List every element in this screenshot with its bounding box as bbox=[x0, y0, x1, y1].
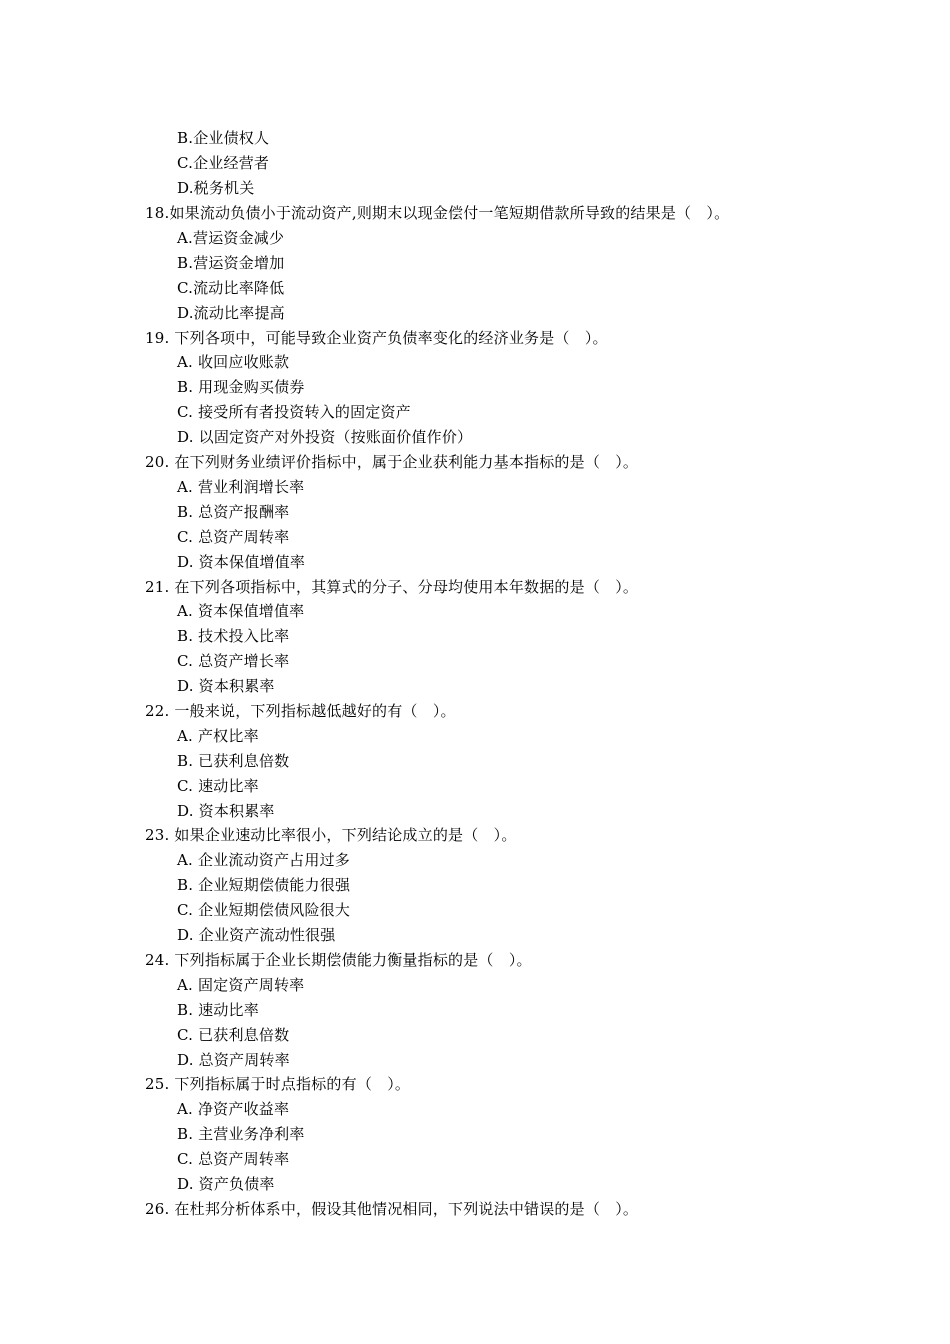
question-line: 23. 如果企业速动比率很小，下列结论成立的是（ ）。 bbox=[145, 826, 517, 844]
option-line: C. 总资产周转率 bbox=[177, 1150, 290, 1168]
question-line: 21. 在下列各项指标中，其算式的分子、分母均使用本年数据的是（ ）。 bbox=[145, 578, 639, 596]
option-line: B. 总资产报酬率 bbox=[177, 503, 290, 521]
question-line: 19. 下列各项中，可能导致企业资产负债率变化的经济业务是（ ）。 bbox=[145, 329, 608, 347]
option-line: B. 企业短期偿债能力很强 bbox=[177, 876, 351, 894]
option-line: C. 速动比率 bbox=[177, 777, 259, 795]
option-line: D.流动比率提高 bbox=[177, 304, 285, 322]
option-line: A. 净资产收益率 bbox=[177, 1100, 290, 1118]
option-line: B. 用现金购买债券 bbox=[177, 378, 305, 396]
option-line: A.营运资金减少 bbox=[177, 229, 285, 247]
option-line: C. 已获利息倍数 bbox=[177, 1026, 290, 1044]
option-line: D.税务机关 bbox=[177, 179, 255, 197]
option-line: A. 产权比率 bbox=[177, 727, 259, 745]
option-line: B.营运资金增加 bbox=[177, 254, 285, 272]
option-line: C. 总资产增长率 bbox=[177, 652, 290, 670]
option-line: D. 总资产周转率 bbox=[177, 1051, 290, 1069]
option-line: C. 企业短期偿债风险很大 bbox=[177, 901, 351, 919]
option-line: D. 企业资产流动性很强 bbox=[177, 926, 336, 944]
question-line: 20. 在下列财务业绩评价指标中，属于企业获利能力基本指标的是（ ）。 bbox=[145, 453, 639, 471]
option-line: B. 技术投入比率 bbox=[177, 627, 290, 645]
option-line: A. 固定资产周转率 bbox=[177, 976, 305, 994]
option-line: A. 收回应收账款 bbox=[177, 353, 290, 371]
option-line: D. 资本积累率 bbox=[177, 677, 275, 695]
option-line: A. 资本保值增值率 bbox=[177, 602, 305, 620]
question-line: 25. 下列指标属于时点指标的有（ ）。 bbox=[145, 1075, 411, 1093]
question-line: 18.如果流动负债小于流动资产,则期末以现金偿付一笔短期借款所导致的结果是（ ）。 bbox=[145, 204, 730, 222]
option-line: C.流动比率降低 bbox=[177, 279, 285, 297]
option-line: D. 以固定资产对外投资（按账面价值作价） bbox=[177, 428, 473, 446]
option-line: B. 速动比率 bbox=[177, 1001, 259, 1019]
option-line: C. 接受所有者投资转入的固定资产 bbox=[177, 403, 411, 421]
option-line: B. 已获利息倍数 bbox=[177, 752, 290, 770]
question-line: 24. 下列指标属于企业长期偿债能力衡量指标的是（ ）。 bbox=[145, 951, 532, 969]
option-line: B.企业债权人 bbox=[177, 129, 270, 147]
option-line: B. 主营业务净利率 bbox=[177, 1125, 305, 1143]
option-line: A. 企业流动资产占用过多 bbox=[177, 851, 350, 869]
option-line: C.企业经营者 bbox=[177, 154, 270, 172]
option-line: D. 资本保值增值率 bbox=[177, 553, 306, 571]
question-line: 26. 在杜邦分析体系中，假设其他情况相同，下列说法中错误的是（ ）。 bbox=[145, 1200, 639, 1218]
question-line: 22. 一般来说，下列指标越低越好的有（ ）。 bbox=[145, 702, 456, 720]
option-line: A. 营业利润增长率 bbox=[177, 478, 305, 496]
option-line: C. 总资产周转率 bbox=[177, 528, 290, 546]
option-line: D. 资本积累率 bbox=[177, 802, 275, 820]
option-line: D. 资产负债率 bbox=[177, 1175, 275, 1193]
